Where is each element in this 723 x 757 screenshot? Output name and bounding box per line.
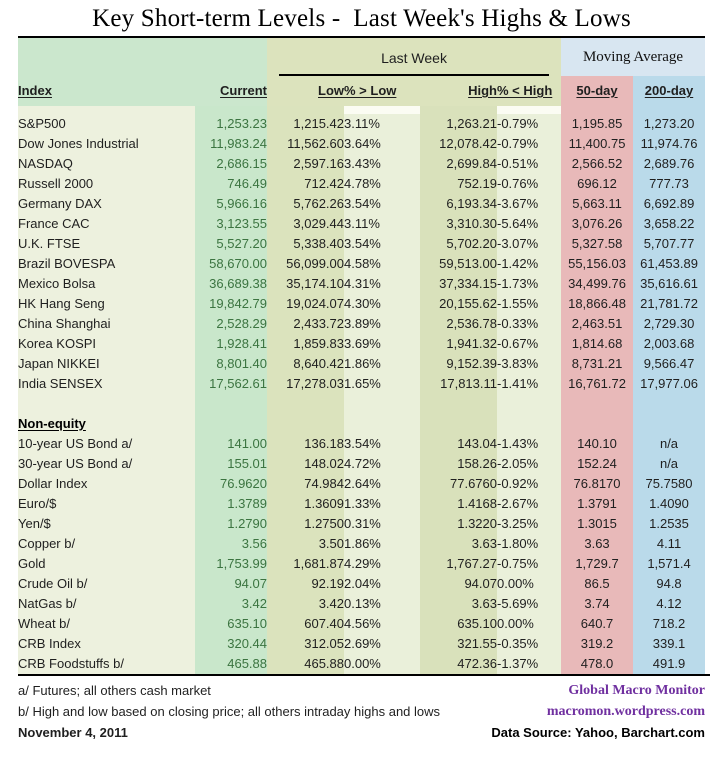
value-cell: 86.5 — [561, 574, 633, 594]
value-cell: 319.2 — [561, 634, 633, 654]
value-cell: 3.43% — [344, 154, 420, 174]
value-cell: 3.54% — [344, 234, 420, 254]
value-cell: 8,640.42 — [267, 354, 344, 374]
table-row — [18, 354, 705, 374]
table-row — [18, 154, 705, 174]
spacer-cell — [344, 414, 420, 434]
value-cell: 5,762.26 — [267, 194, 344, 214]
table-row — [18, 174, 705, 194]
group-header-moving-average: Moving Average — [561, 38, 705, 76]
table-row — [18, 634, 705, 654]
column-header-index: Index — [18, 76, 195, 106]
spacer-cell — [561, 394, 633, 414]
table-row — [18, 234, 705, 254]
row-label-cell: CRB Foodstuffs b/ — [18, 654, 195, 674]
table-bottom-divider — [18, 674, 710, 676]
value-cell: 6,692.89 — [633, 194, 705, 214]
value-cell: 1.33% — [344, 494, 420, 514]
value-cell: 75.7580 — [633, 474, 705, 494]
spacer-cell — [267, 414, 344, 434]
value-cell: 2.69% — [344, 634, 420, 654]
value-cell: 37,334.15 — [420, 274, 497, 294]
value-cell: -3.25% — [497, 514, 561, 534]
table-row — [18, 494, 705, 514]
spacer-cell — [420, 414, 497, 434]
value-cell: 3.69% — [344, 334, 420, 354]
group-header-row — [18, 38, 705, 76]
table-row — [18, 274, 705, 294]
value-cell: 3.11% — [344, 114, 420, 134]
row-label-cell: Japan NIKKEI — [18, 354, 195, 374]
value-cell: -1.37% — [497, 654, 561, 674]
value-cell: -1.55% — [497, 294, 561, 314]
value-cell: 3.63 — [561, 534, 633, 554]
value-cell: 1,253.23 — [195, 114, 267, 134]
value-cell: -1.80% — [497, 534, 561, 554]
spacer-cell — [18, 394, 195, 414]
row-label-cell: NatGas b/ — [18, 594, 195, 614]
value-cell: 3.74 — [561, 594, 633, 614]
value-cell: 2,699.84 — [420, 154, 497, 174]
value-cell: 1,263.21 — [420, 114, 497, 134]
spacer-cell — [497, 106, 561, 114]
row-label-cell: Russell 2000 — [18, 174, 195, 194]
value-cell: 19,024.07 — [267, 294, 344, 314]
row-label-cell: 30-year US Bond a/ — [18, 454, 195, 474]
row-label-cell: U.K. FTSE — [18, 234, 195, 254]
value-cell: 5,663.11 — [561, 194, 633, 214]
value-cell: -1.73% — [497, 274, 561, 294]
last-week-label: Last Week — [279, 44, 549, 76]
row-label-cell: Gold — [18, 554, 195, 574]
value-cell: 752.19 — [420, 174, 497, 194]
data-source: Data Source: Yahoo, Barchart.com — [491, 725, 705, 740]
non-equity-section-label: Non-equity — [18, 414, 195, 434]
value-cell: -5.69% — [497, 594, 561, 614]
value-cell: -0.35% — [497, 634, 561, 654]
value-cell: 143.04 — [420, 434, 497, 454]
value-cell: 9,152.39 — [420, 354, 497, 374]
value-cell: 1,215.42 — [267, 114, 344, 134]
value-cell: 696.12 — [561, 174, 633, 194]
value-cell: 17,977.06 — [633, 374, 705, 394]
value-cell: 1.86% — [344, 354, 420, 374]
value-cell: 1.4090 — [633, 494, 705, 514]
value-cell: 76.9620 — [195, 474, 267, 494]
table-row — [18, 294, 705, 314]
value-cell: 11,400.75 — [561, 134, 633, 154]
value-cell: 1,729.7 — [561, 554, 633, 574]
value-cell: 4.58% — [344, 254, 420, 274]
spacer-cell — [420, 394, 497, 414]
value-cell: 1.2790 — [195, 514, 267, 534]
table-row — [18, 454, 705, 474]
table-row — [18, 434, 705, 454]
value-cell: 17,278.03 — [267, 374, 344, 394]
value-cell: 312.05 — [267, 634, 344, 654]
value-cell: 465.88 — [195, 654, 267, 674]
row-label-cell: Mexico Bolsa — [18, 274, 195, 294]
value-cell: 3,658.22 — [633, 214, 705, 234]
table-row — [18, 114, 705, 134]
value-cell: 11,983.24 — [195, 134, 267, 154]
value-cell: 1,814.68 — [561, 334, 633, 354]
value-cell: 140.10 — [561, 434, 633, 454]
table-row — [18, 374, 705, 394]
spacer-cell — [420, 106, 497, 114]
value-cell: -0.33% — [497, 314, 561, 334]
footnotes — [18, 680, 440, 743]
value-cell: 5,527.20 — [195, 234, 267, 254]
value-cell: 0.00% — [497, 574, 561, 594]
spacer-cell — [195, 394, 267, 414]
value-cell: 3.56 — [195, 534, 267, 554]
value-cell: 34,499.76 — [561, 274, 633, 294]
value-cell: 3.63 — [420, 594, 497, 614]
value-cell: 158.26 — [420, 454, 497, 474]
value-cell: 77.6760 — [420, 474, 497, 494]
spacer-cell — [195, 106, 267, 114]
page-title: Key Short-term Levels - Last Week's Highs & Lows — [92, 5, 631, 32]
value-cell: -0.76% — [497, 174, 561, 194]
value-cell: 94.07 — [420, 574, 497, 594]
value-cell: 136.18 — [267, 434, 344, 454]
value-cell: 3.64% — [344, 134, 420, 154]
row-label-cell: NASDAQ — [18, 154, 195, 174]
column-header-200day: 200-day — [633, 76, 705, 106]
row-label-cell: India SENSEX — [18, 374, 195, 394]
column-header-pct-high: % < High — [497, 76, 561, 106]
value-cell: 1.2535 — [633, 514, 705, 534]
value-cell: 635.10 — [420, 614, 497, 634]
spacer-cell — [344, 394, 420, 414]
row-label-cell: Dollar Index — [18, 474, 195, 494]
spacer-cell — [344, 106, 420, 114]
table-row — [18, 534, 705, 554]
value-cell: 2,536.78 — [420, 314, 497, 334]
value-cell: 3,076.26 — [561, 214, 633, 234]
value-cell: 5,707.77 — [633, 234, 705, 254]
value-cell: 35,616.61 — [633, 274, 705, 294]
section-gap-row — [18, 394, 705, 414]
value-cell: 1,681.87 — [267, 554, 344, 574]
row-label-cell: Korea KOSPI — [18, 334, 195, 354]
value-cell: 320.44 — [195, 634, 267, 654]
value-cell: 141.00 — [195, 434, 267, 454]
column-header-row — [18, 76, 705, 106]
value-cell: 0.00% — [497, 614, 561, 634]
value-cell: 36,689.38 — [195, 274, 267, 294]
row-label-cell: Yen/$ — [18, 514, 195, 534]
value-cell: 94.8 — [633, 574, 705, 594]
table-row — [18, 594, 705, 614]
group-header-blank — [18, 38, 267, 76]
value-cell: 472.36 — [420, 654, 497, 674]
value-cell: 152.24 — [561, 454, 633, 474]
value-cell: 1.3015 — [561, 514, 633, 534]
value-cell: 1,928.41 — [195, 334, 267, 354]
spacer-cell — [561, 106, 633, 114]
value-cell: 635.10 — [195, 614, 267, 634]
value-cell: -1.41% — [497, 374, 561, 394]
value-cell: -2.67% — [497, 494, 561, 514]
brand-url: macromon.wordpress.com — [546, 704, 705, 719]
column-header-pct-low: % > Low — [344, 76, 420, 106]
value-cell: -0.75% — [497, 554, 561, 574]
value-cell: 607.40 — [267, 614, 344, 634]
value-cell: 2,003.68 — [633, 334, 705, 354]
value-cell: 1,941.32 — [420, 334, 497, 354]
value-cell: 19,842.79 — [195, 294, 267, 314]
value-cell: 35,174.10 — [267, 274, 344, 294]
non-equity-section — [18, 434, 705, 674]
value-cell: 478.0 — [561, 654, 633, 674]
brand-name: Global Macro Monitor — [568, 683, 705, 698]
value-cell: n/a — [633, 454, 705, 474]
value-cell: 3.63 — [420, 534, 497, 554]
column-header-current: Current — [195, 76, 267, 106]
value-cell: 2,433.72 — [267, 314, 344, 334]
value-cell: 1.2750 — [267, 514, 344, 534]
value-cell: 55,156.03 — [561, 254, 633, 274]
value-cell: 2,528.29 — [195, 314, 267, 334]
value-cell: 4.29% — [344, 554, 420, 574]
value-cell: 3.50 — [267, 534, 344, 554]
value-cell: 56,099.00 — [267, 254, 344, 274]
row-label-cell: Dow Jones Industrial — [18, 134, 195, 154]
value-cell: 5,702.20 — [420, 234, 497, 254]
header-spacer-row — [18, 106, 705, 114]
row-label-cell: Brazil BOVESPA — [18, 254, 195, 274]
table-row — [18, 474, 705, 494]
value-cell: 1,753.99 — [195, 554, 267, 574]
value-cell: -0.51% — [497, 154, 561, 174]
column-header-50day: 50-day — [561, 76, 633, 106]
row-label-cell: S&P500 — [18, 114, 195, 134]
group-header-last-week — [267, 38, 561, 76]
value-cell: 59,513.00 — [420, 254, 497, 274]
value-cell: 3.89% — [344, 314, 420, 334]
value-cell: 4.31% — [344, 274, 420, 294]
value-cell: 4.56% — [344, 614, 420, 634]
value-cell: 2,597.16 — [267, 154, 344, 174]
value-cell: 9,566.47 — [633, 354, 705, 374]
value-cell: 1.3220 — [420, 514, 497, 534]
value-cell: 11,974.76 — [633, 134, 705, 154]
table-row — [18, 654, 705, 674]
value-cell: 2,729.30 — [633, 314, 705, 334]
footer — [18, 680, 705, 743]
table-row — [18, 554, 705, 574]
value-cell: 5,327.58 — [561, 234, 633, 254]
value-cell: 3,029.44 — [267, 214, 344, 234]
value-cell: 712.42 — [267, 174, 344, 194]
value-cell: 746.49 — [195, 174, 267, 194]
spacer-cell — [561, 414, 633, 434]
value-cell: 0.31% — [344, 514, 420, 534]
value-cell: 4.30% — [344, 294, 420, 314]
value-cell: 1.4168 — [420, 494, 497, 514]
value-cell: 3.42 — [195, 594, 267, 614]
value-cell: 5,338.40 — [267, 234, 344, 254]
spacer-cell — [267, 394, 344, 414]
value-cell: 5,966.16 — [195, 194, 267, 214]
value-cell: 1.3609 — [267, 494, 344, 514]
value-cell: 1,195.85 — [561, 114, 633, 134]
value-cell: -3.83% — [497, 354, 561, 374]
footnote-b: b/ High and low based on closing price; all others intraday highs and lows — [18, 704, 441, 719]
table-row — [18, 514, 705, 534]
spacer-cell — [633, 106, 705, 114]
value-cell: 2,566.52 — [561, 154, 633, 174]
value-cell: 3,123.55 — [195, 214, 267, 234]
table-row — [18, 334, 705, 354]
value-cell: 4.72% — [344, 454, 420, 474]
value-cell: 2.04% — [344, 574, 420, 594]
value-cell: 16,761.72 — [561, 374, 633, 394]
value-cell: 3.42 — [267, 594, 344, 614]
spacer-cell — [633, 394, 705, 414]
spacer-cell — [497, 414, 561, 434]
row-label-cell: Crude Oil b/ — [18, 574, 195, 594]
table-row — [18, 134, 705, 154]
table-row — [18, 314, 705, 334]
value-cell: 0.00% — [344, 654, 420, 674]
value-cell: 2,686.15 — [195, 154, 267, 174]
value-cell: -3.67% — [497, 194, 561, 214]
row-label-cell: HK Hang Seng — [18, 294, 195, 314]
value-cell: -5.64% — [497, 214, 561, 234]
value-cell: 1.3789 — [195, 494, 267, 514]
row-label-cell: CRB Index — [18, 634, 195, 654]
column-header-high: High — [420, 76, 497, 106]
value-cell: 3.11% — [344, 214, 420, 234]
value-cell: 3.54% — [344, 434, 420, 454]
value-cell: -3.07% — [497, 234, 561, 254]
value-cell: 94.07 — [195, 574, 267, 594]
value-cell: 17,562.61 — [195, 374, 267, 394]
value-cell: 491.9 — [633, 654, 705, 674]
row-label-cell: Copper b/ — [18, 534, 195, 554]
brand-block — [491, 680, 705, 743]
value-cell: 3.54% — [344, 194, 420, 214]
value-cell: 17,813.11 — [420, 374, 497, 394]
key-levels-table — [18, 38, 705, 674]
value-cell: 76.8170 — [561, 474, 633, 494]
row-label-cell: Wheat b/ — [18, 614, 195, 634]
value-cell: 6,193.34 — [420, 194, 497, 214]
column-header-low: Low — [267, 76, 344, 106]
value-cell: 18,866.48 — [561, 294, 633, 314]
value-cell: 1,859.83 — [267, 334, 344, 354]
value-cell: 74.984 — [267, 474, 344, 494]
value-cell: 2,463.51 — [561, 314, 633, 334]
value-cell: 155.01 — [195, 454, 267, 474]
spacer-cell — [195, 414, 267, 434]
spacer-cell — [267, 106, 344, 114]
spacer-cell — [497, 394, 561, 414]
value-cell: 4.11 — [633, 534, 705, 554]
value-cell: 92.19 — [267, 574, 344, 594]
value-cell: 3,310.30 — [420, 214, 497, 234]
value-cell: 2,689.76 — [633, 154, 705, 174]
value-cell: 58,670.00 — [195, 254, 267, 274]
value-cell: -0.79% — [497, 134, 561, 154]
table-row — [18, 574, 705, 594]
report-date: November 4, 2011 — [18, 725, 128, 740]
value-cell: -0.79% — [497, 114, 561, 134]
value-cell: -2.05% — [497, 454, 561, 474]
value-cell: 2.64% — [344, 474, 420, 494]
value-cell: 20,155.62 — [420, 294, 497, 314]
value-cell: 1.86% — [344, 534, 420, 554]
value-cell: 61,453.89 — [633, 254, 705, 274]
value-cell: 640.7 — [561, 614, 633, 634]
value-cell: 1,273.20 — [633, 114, 705, 134]
value-cell: 8,801.40 — [195, 354, 267, 374]
section-label-row — [18, 414, 705, 434]
row-label-cell: Germany DAX — [18, 194, 195, 214]
value-cell: 0.13% — [344, 594, 420, 614]
value-cell: -0.67% — [497, 334, 561, 354]
value-cell: -1.43% — [497, 434, 561, 454]
value-cell: 321.55 — [420, 634, 497, 654]
value-cell: 21,781.72 — [633, 294, 705, 314]
value-cell: 4.12 — [633, 594, 705, 614]
value-cell: 1.65% — [344, 374, 420, 394]
spacer-cell — [633, 414, 705, 434]
equity-section — [18, 114, 705, 394]
row-label-cell: China Shanghai — [18, 314, 195, 334]
value-cell: -1.42% — [497, 254, 561, 274]
table-row — [18, 254, 705, 274]
value-cell: 1,571.4 — [633, 554, 705, 574]
value-cell: 777.73 — [633, 174, 705, 194]
value-cell: 148.02 — [267, 454, 344, 474]
value-cell: 12,078.42 — [420, 134, 497, 154]
value-cell: -0.92% — [497, 474, 561, 494]
value-cell: 465.88 — [267, 654, 344, 674]
value-cell: 8,731.21 — [561, 354, 633, 374]
footnote-a: a/ Futures; all others cash market — [18, 683, 211, 698]
table-row — [18, 214, 705, 234]
row-label-cell: Euro/$ — [18, 494, 195, 514]
value-cell: 11,562.60 — [267, 134, 344, 154]
value-cell: 718.2 — [633, 614, 705, 634]
value-cell: 4.78% — [344, 174, 420, 194]
value-cell: 339.1 — [633, 634, 705, 654]
spacer-cell — [18, 106, 195, 114]
table-row — [18, 614, 705, 634]
row-label-cell: 10-year US Bond a/ — [18, 434, 195, 454]
row-label-cell: France CAC — [18, 214, 195, 234]
table-row — [18, 194, 705, 214]
value-cell: 1.3791 — [561, 494, 633, 514]
value-cell: n/a — [633, 434, 705, 454]
value-cell: 1,767.27 — [420, 554, 497, 574]
